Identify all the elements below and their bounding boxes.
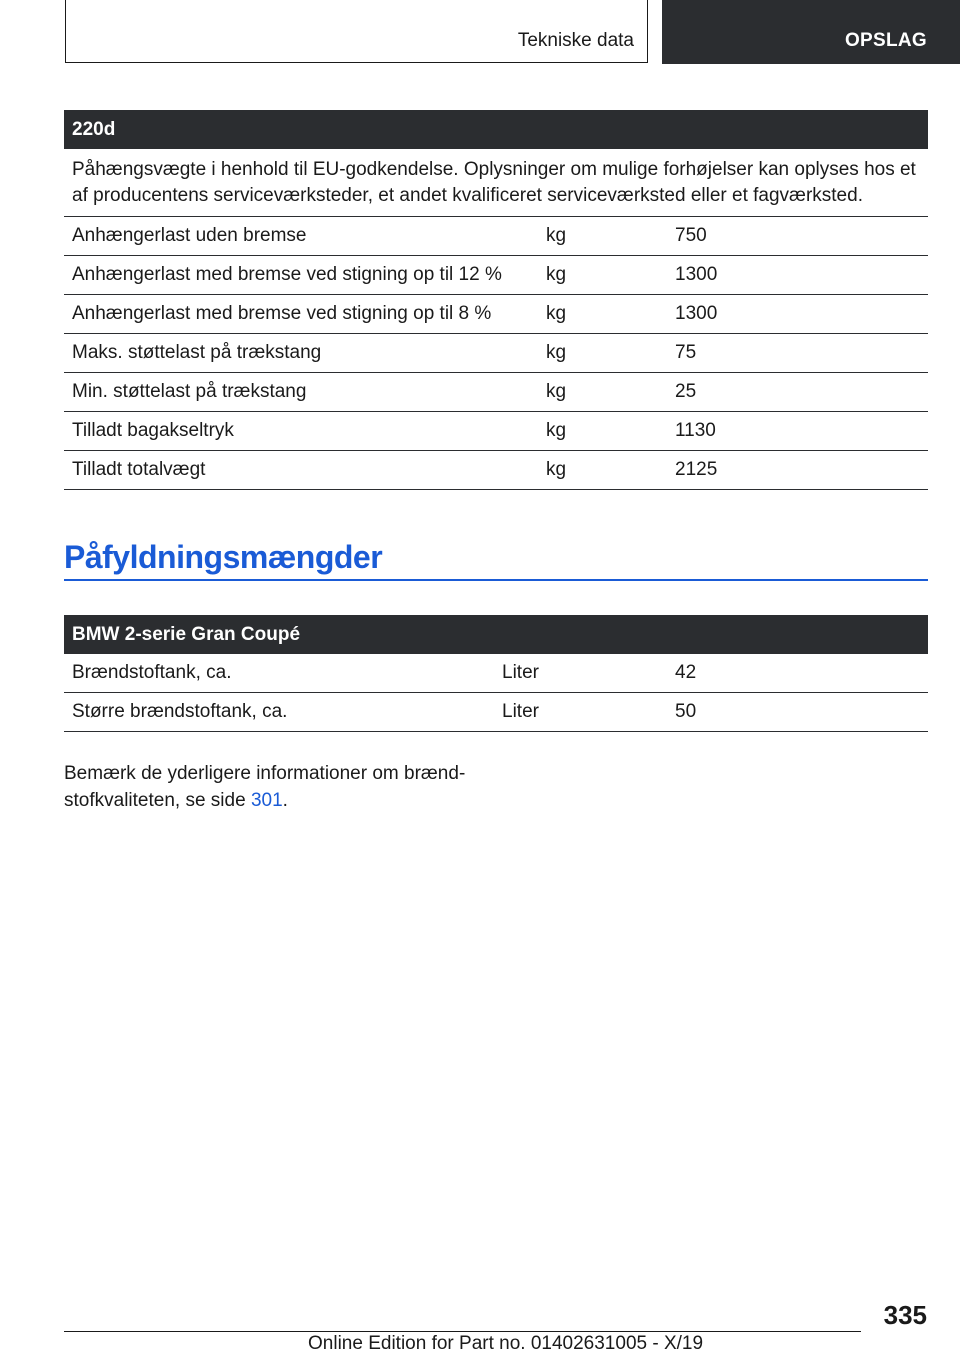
section-tab-label: Tekniske data (517, 30, 634, 51)
remark-line-2-end: . (282, 790, 288, 811)
section-tab (65, 0, 648, 63)
row-label: Anhængerlast uden bremse (64, 217, 538, 256)
row-label: Maks. støttelast på trækstang (64, 334, 538, 373)
row-label: Tilladt bagakseltryk (64, 412, 538, 451)
row-value: 750 (667, 217, 928, 256)
page-header (0, 0, 960, 66)
row-value: 50 (667, 693, 928, 732)
table-row (64, 654, 928, 693)
row-label: Større brændstoftank, ca. (64, 693, 494, 732)
table-header: 220d (64, 110, 928, 149)
table-row (64, 334, 928, 373)
row-label: Min. støttelast på trækstang (64, 373, 538, 412)
row-label: Anhængerlast med bremse ved stigning op til 12 % (64, 256, 538, 295)
table-header-row (64, 110, 928, 149)
row-unit: kg (538, 451, 667, 490)
row-unit: kg (538, 295, 667, 334)
row-unit: kg (538, 334, 667, 373)
table-row (64, 451, 928, 490)
remark-line-2: stofkvaliteten, se side (64, 790, 251, 811)
row-value: 42 (667, 654, 928, 693)
row-value: 1300 (667, 295, 928, 334)
table-header-row (64, 615, 928, 654)
row-unit: kg (538, 412, 667, 451)
active-tab (662, 0, 960, 64)
table-note: Påhængsvægte i henhold til EU-godkendelse. Oplysninger om mulige forhøjelser kan oplyses hos et af producentens serviceværksteder, et andet kvalificeret serviceværksted eller et fagværksted. (64, 149, 928, 217)
fuel-capacity-table (64, 615, 928, 732)
table-row (64, 412, 928, 451)
row-unit: Liter (494, 654, 667, 693)
row-label: Brændstoftank, ca. (64, 654, 494, 693)
remark-line-1: Bemærk de yderligere informationer om brænd- (64, 763, 466, 784)
table-row (64, 373, 928, 412)
table-row (64, 295, 928, 334)
row-label: Tilladt totalvægt (64, 451, 538, 490)
row-label: Anhængerlast med bremse ved stigning op til 8 % (64, 295, 538, 334)
active-tab-label: OPSLAG (844, 30, 927, 51)
row-unit: Liter (494, 693, 667, 732)
row-value: 2125 (667, 451, 928, 490)
row-unit: kg (538, 373, 667, 412)
row-unit: kg (538, 217, 667, 256)
table-row (64, 256, 928, 295)
table-row (64, 217, 928, 256)
table-row (64, 693, 928, 732)
table-note-row (64, 149, 928, 217)
section-title: Påfyldningsmængder (64, 535, 928, 581)
row-unit: kg (538, 256, 667, 295)
row-value: 25 (667, 373, 928, 412)
row-value: 75 (667, 334, 928, 373)
page-number: 335 (883, 1300, 927, 1330)
fuel-quality-remark (64, 760, 504, 814)
edition-footer: Online Edition for Part no. 01402631005 - X/19 (308, 1333, 704, 1354)
row-value: 1130 (667, 412, 928, 451)
footer-divider (64, 1331, 861, 1332)
trailer-load-table (64, 110, 928, 490)
table-header: BMW 2-serie Gran Coupé (64, 615, 928, 654)
row-value: 1300 (667, 256, 928, 295)
page-reference-link[interactable]: 301 (250, 790, 283, 811)
